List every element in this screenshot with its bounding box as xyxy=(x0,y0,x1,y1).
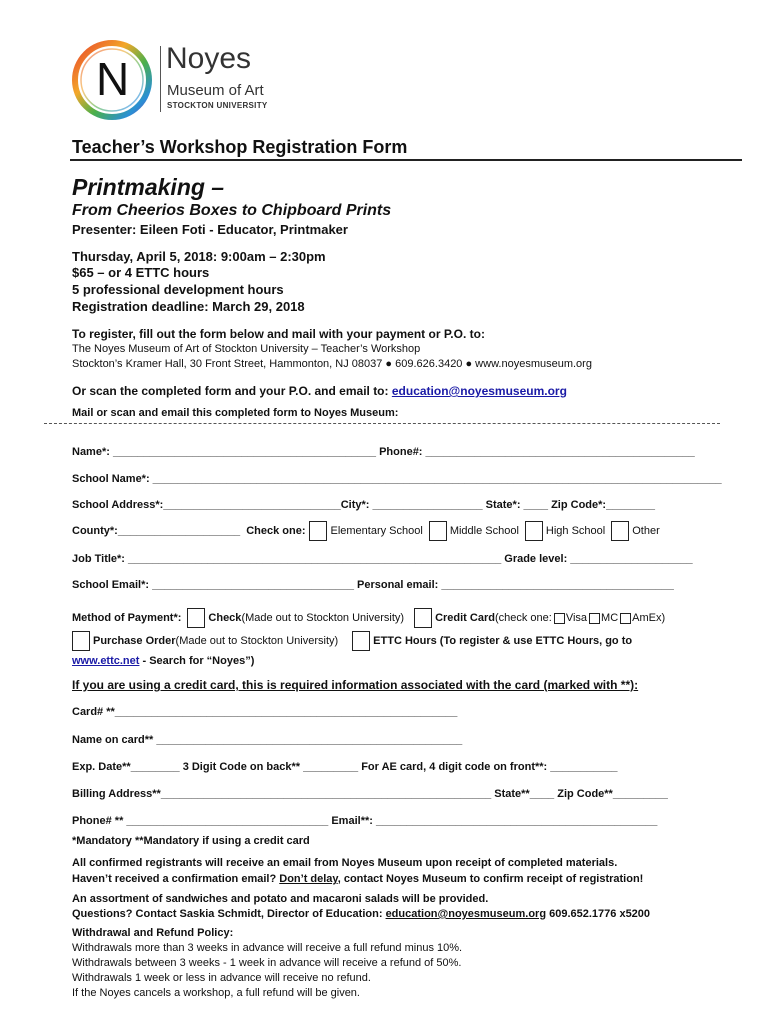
credit-card-heading: If you are using a credit card, this is required information associated with the card (marked with **): xyxy=(72,678,639,692)
food-note: An assortment of sandwiches and potato and macaroni salads will be provided. xyxy=(72,893,489,905)
pd-hours: 5 professional development hours xyxy=(72,282,284,297)
logo-line2: STOCKTON UNIVERSITY xyxy=(167,101,268,110)
ettc-label: ETTC Hours (To register & use ETTC Hours, go to xyxy=(373,635,633,647)
county-field[interactable]: County*:____________________ xyxy=(72,525,241,537)
amex-label: AmEx) xyxy=(632,612,666,624)
workshop-cost: $65 – or 4 ETTC hours xyxy=(72,265,210,280)
workshop-datetime: Thursday, April 5, 2018: 9:00am – 2:30pm xyxy=(72,249,326,264)
payment-method-row xyxy=(72,606,665,630)
high-checkbox[interactable] xyxy=(525,521,543,541)
refund-line-2: Withdrawals between 3 weeks - 1 week in advance will receive a refund of 50%. xyxy=(72,957,462,969)
workshop-heading: Printmaking – xyxy=(72,174,225,200)
questions-email-link[interactable]: education@noyesmuseum.org xyxy=(385,908,547,920)
logo-letter: N xyxy=(96,53,130,105)
title-rule xyxy=(70,159,742,161)
check-one-label: Check one: xyxy=(246,525,306,537)
elementary-checkbox[interactable] xyxy=(309,521,327,541)
email-fields[interactable]: School Email*: _________________________________ Personal email: ______________________________________ xyxy=(72,579,674,591)
other-checkbox[interactable] xyxy=(611,521,629,541)
job-title-field[interactable]: Job Title*: _____________________________________________________________ Grade level: ____________________ xyxy=(72,553,693,565)
scan-text: Or scan the completed form and your P.O. and email to: xyxy=(72,384,392,398)
name-phone-field[interactable]: Name*: ___________________________________________ Phone#: ____________________________________________ xyxy=(72,446,695,458)
check-note: (Made out to Stockton University) xyxy=(241,612,405,624)
ettc-link[interactable]: www.ettc.net xyxy=(72,655,140,667)
followup-emphasis: Don’t delay xyxy=(279,873,338,885)
purchase-order-checkbox[interactable] xyxy=(72,631,90,651)
middle-label: Middle School xyxy=(449,525,519,537)
purchase-order-note: (Made out to Stockton University) xyxy=(175,635,339,647)
credit-card-label: Credit Card xyxy=(435,612,495,624)
scan-email-link[interactable]: education@noyesmuseum.org xyxy=(391,384,567,398)
refund-line-4: If the Noyes cancels a workshop, a full refund will be given. xyxy=(72,987,360,999)
other-label: Other xyxy=(632,525,660,537)
confirmation-followup xyxy=(72,873,643,885)
exp-code-field[interactable]: Exp. Date**________ 3 Digit Code on back** _________ For AE card, 4 digit code on front**: ___________ xyxy=(72,761,618,773)
register-instructions: To register, fill out the form below and mail with your payment or P.O. to: xyxy=(72,327,485,341)
followup-prefix: Haven’t received a confirmation email? xyxy=(72,873,280,885)
ettc-search-note: - Search for “Noyes”) xyxy=(139,655,255,667)
confirmation-note: All confirmed registrants will receive an email from Noyes Museum upon receipt of completed materials. xyxy=(72,857,618,869)
logo-divider xyxy=(160,46,161,112)
credit-card-checkbox[interactable] xyxy=(414,608,432,628)
scan-instructions xyxy=(72,384,567,398)
billing-address-field[interactable]: Billing Address**______________________________________________________ State**____ Zip Code**_________ xyxy=(72,788,668,800)
questions-phone: 609.652.1776 x5200 xyxy=(546,908,651,920)
refund-line-1: Withdrawals more than 3 weeks in advance will receive a full refund minus 10%. xyxy=(72,942,463,954)
school-name-field[interactable]: School Name*: _____________________________________________________________________________________________ xyxy=(72,473,722,485)
logo-line1: Museum of Art xyxy=(167,82,264,99)
middle-checkbox[interactable] xyxy=(429,521,447,541)
visa-label: Visa xyxy=(565,612,588,624)
refund-line-3: Withdrawals 1 week or less in advance will receive no refund. xyxy=(72,972,371,984)
mc-checkbox[interactable] xyxy=(589,613,600,624)
payment-method-label: Method of Payment*: xyxy=(72,612,182,624)
logo-name: Noyes xyxy=(166,42,252,75)
amex-checkbox[interactable] xyxy=(620,613,631,624)
page-title: Teacher’s Workshop Registration Form xyxy=(72,137,408,157)
workshop-subheading: From Cheerios Boxes to Chipboard Prints xyxy=(72,202,392,219)
high-label: High School xyxy=(545,525,606,537)
purchase-order-label: Purchase Order xyxy=(93,635,176,647)
refund-heading: Withdrawal and Refund Policy: xyxy=(72,927,234,939)
followup-suffix: , contact Noyes Museum to confirm receipt of registration! xyxy=(337,873,644,885)
card-phone-email-field[interactable]: Phone# ** _________________________________ Email**: ______________________________________________ xyxy=(72,815,658,827)
credit-card-note: (check one: xyxy=(494,612,552,624)
museum-logo xyxy=(70,38,280,118)
mailing-address-2: Stockton’s Kramer Hall, 30 Front Street, Hammonton, NJ 08037 ● 609.626.3420 ● www.noyesmuseum.org xyxy=(72,358,592,370)
mailing-address-1: The Noyes Museum of Art of Stockton University – Teacher’s Workshop xyxy=(72,343,421,355)
card-number-field[interactable]: Card# **________________________________________________________ xyxy=(72,706,458,718)
registration-deadline: Registration deadline: March 29, 2018 xyxy=(72,299,305,314)
name-on-card-field[interactable]: Name on card** __________________________________________________ xyxy=(72,734,463,746)
school-address-field[interactable]: School Address*:_____________________________City*: __________________ State*: ____ Zip Code*:________ xyxy=(72,499,656,511)
presenter: Presenter: Eileen Foti - Educator, Printmaker xyxy=(72,222,348,237)
check-payment-checkbox[interactable] xyxy=(187,608,205,628)
questions-text: Questions? Contact Saskia Schmidt, Director of Education: xyxy=(72,908,386,920)
po-ettc-row xyxy=(72,629,632,653)
mandatory-legend: *Mandatory **Mandatory if using a credit card xyxy=(72,835,310,847)
ettc-checkbox[interactable] xyxy=(352,631,370,651)
ettc-search-line xyxy=(72,655,254,667)
visa-checkbox[interactable] xyxy=(554,613,565,624)
check-label: Check xyxy=(208,612,242,624)
elementary-label: Elementary School xyxy=(330,525,423,537)
questions-contact xyxy=(72,908,650,920)
mail-scan-note: Mail or scan and email this completed form to Noyes Museum: xyxy=(72,407,399,419)
mc-label: MC xyxy=(601,612,619,624)
cut-line xyxy=(44,423,720,424)
county-school-type-row xyxy=(72,520,660,542)
